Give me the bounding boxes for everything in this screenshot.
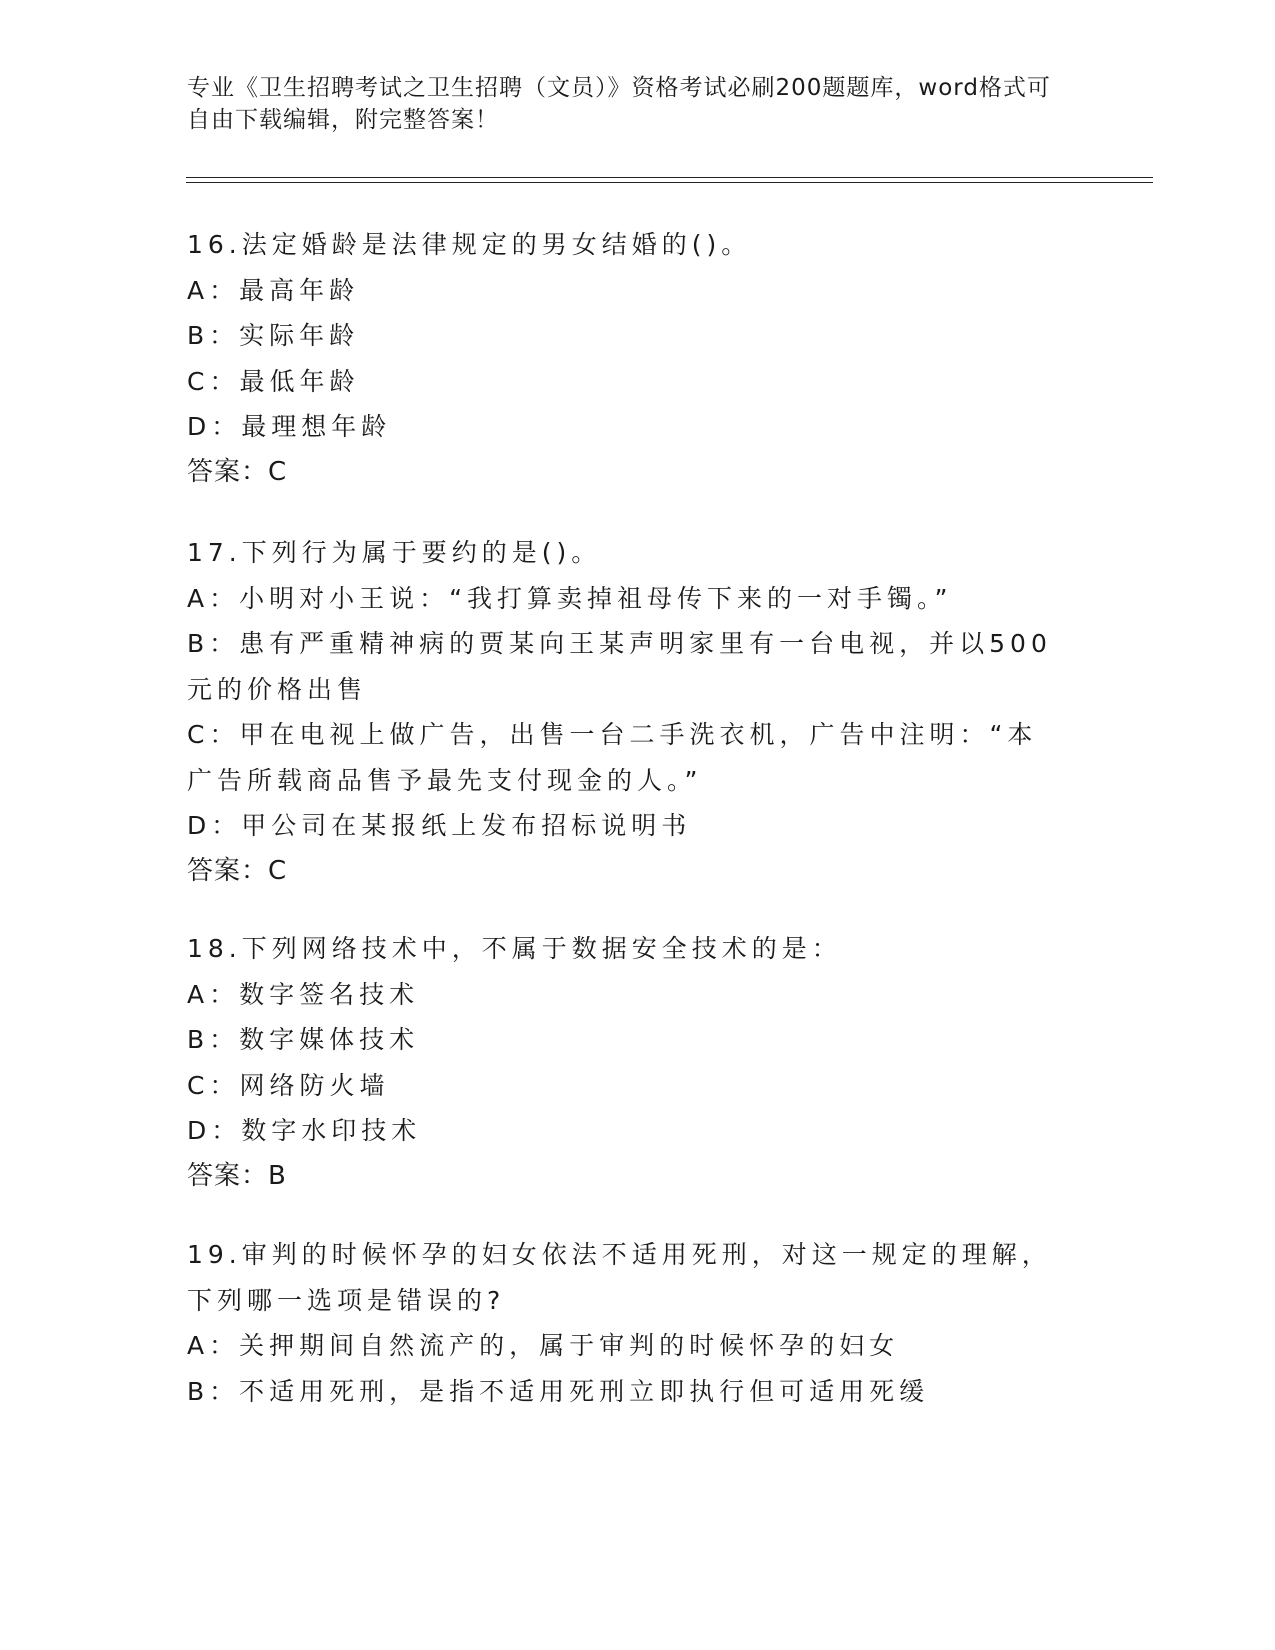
question-stem: 16.法定婚龄是法律规定的男女结婚的()。 <box>187 230 752 259</box>
question-stem: 18.下列网络技术中，不属于数据安全技术的是： <box>187 934 842 963</box>
question-18 <box>187 926 1067 1199</box>
question-stem: 19.审判的时候怀孕的妇女依法不适用死刑，对这一规定的理解，下列哪一选项是错误的? <box>187 1240 1052 1315</box>
option-a: A：小明对小王说：“我打算卖掉祖母传下来的一对手镯。” <box>187 583 953 613</box>
option-d: D：甲公司在某报纸上发布招标说明书 <box>187 811 692 840</box>
option-c: C：甲在电视上做广告，出售一台二手洗衣机，广告中注明：“本广告所载商品售予最先支付现金的人。” <box>187 720 1038 795</box>
answer-line: 答案：C <box>187 456 288 487</box>
option-a: A：关押期间自然流产的，属于审判的时候怀孕的妇女 <box>187 1331 900 1360</box>
option-a: A：数字签名技术 <box>187 979 420 1009</box>
answer-line: 答案：C <box>187 855 288 886</box>
question-16 <box>187 222 1067 495</box>
document-header: 专业《卫生招聘考试之卫生招聘（文员）》资格考试必刷200题题库，word格式可自由下载编辑，附完整答案！ <box>187 75 1051 133</box>
option-c: C：网络防火墙 <box>187 1070 390 1100</box>
question-stem: 17.下列行为属于要约的是()。 <box>187 538 602 567</box>
option-d: D：数字水印技术 <box>187 1116 422 1145</box>
option-b: B：数字媒体技术 <box>187 1025 420 1054</box>
header-divider-top <box>186 177 1153 178</box>
option-a: A：最高年龄 <box>187 275 360 305</box>
option-b: B：实际年龄 <box>187 321 360 350</box>
option-b: B：不适用死刑，是指不适用死刑立即执行但可适用死缓 <box>187 1376 930 1406</box>
header-divider-bottom <box>186 182 1153 183</box>
option-c: C：最低年龄 <box>187 366 360 396</box>
answer-line: 答案：B <box>187 1160 287 1191</box>
question-17 <box>187 530 1067 894</box>
question-19 <box>187 1232 1067 1414</box>
option-d: D：最理想年龄 <box>187 412 392 441</box>
option-b: B：患有严重精神病的贾某向王某声明家里有一台电视，并以500元的价格出售 <box>187 629 1052 704</box>
